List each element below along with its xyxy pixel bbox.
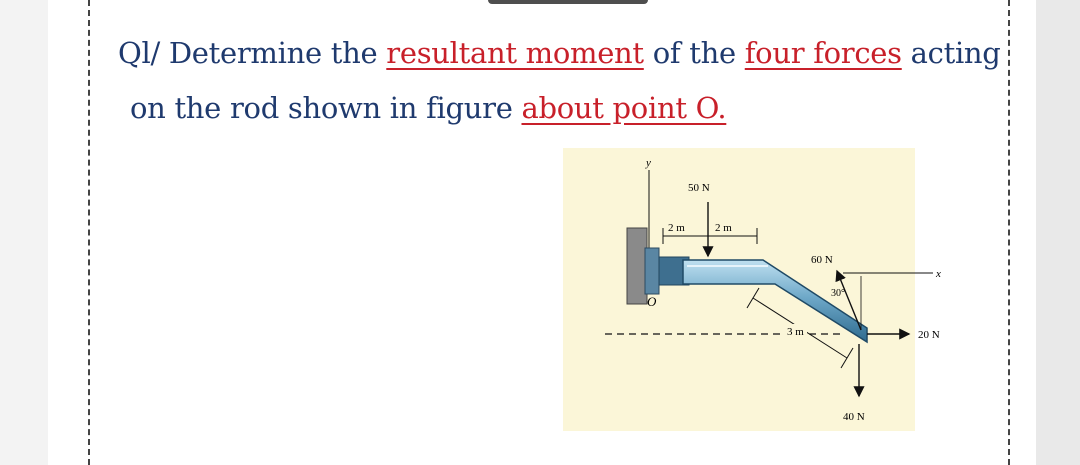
highlight-about-point-o: about point O.	[521, 91, 727, 125]
highlight-resultant-moment: resultant moment	[386, 36, 644, 70]
x-axis-label: x	[936, 268, 941, 280]
wall-support	[627, 228, 647, 304]
dim-tick-end	[841, 348, 853, 368]
question-line-2	[130, 91, 726, 125]
left-margin	[0, 0, 48, 465]
dim-label-right: 2 m	[715, 222, 732, 234]
dim-label-bottom: 3 m	[787, 326, 804, 338]
question-text: of the	[643, 36, 745, 70]
rod	[683, 260, 867, 342]
force-20n-label: 20 N	[918, 329, 940, 341]
question-text: acting	[901, 36, 1001, 70]
dim-tick-start	[747, 288, 759, 308]
origin-label: O	[647, 294, 657, 309]
highlight-four-forces: four forces	[744, 36, 902, 70]
cropped-heading	[488, 0, 648, 4]
wall-plate	[645, 248, 659, 294]
dashed-border-right	[1008, 0, 1010, 465]
force-40n-label: 40 N	[843, 411, 865, 423]
document-page	[48, 0, 1036, 465]
rod-diagram	[563, 148, 941, 431]
y-axis-label: y	[646, 157, 651, 169]
dim-label-left: 2 m	[668, 222, 685, 234]
question-text: on the rod shown in figure	[130, 91, 522, 125]
force-50n-label: 50 N	[688, 182, 710, 194]
force-60n-label: 60 N	[811, 254, 833, 266]
right-margin	[1036, 0, 1080, 465]
dashed-border-left	[88, 0, 90, 465]
angle-label: 30°	[831, 288, 845, 299]
question-text: Ql/ Determine the	[118, 36, 387, 70]
question-line-1	[118, 36, 1001, 70]
rod-figure	[563, 148, 941, 431]
